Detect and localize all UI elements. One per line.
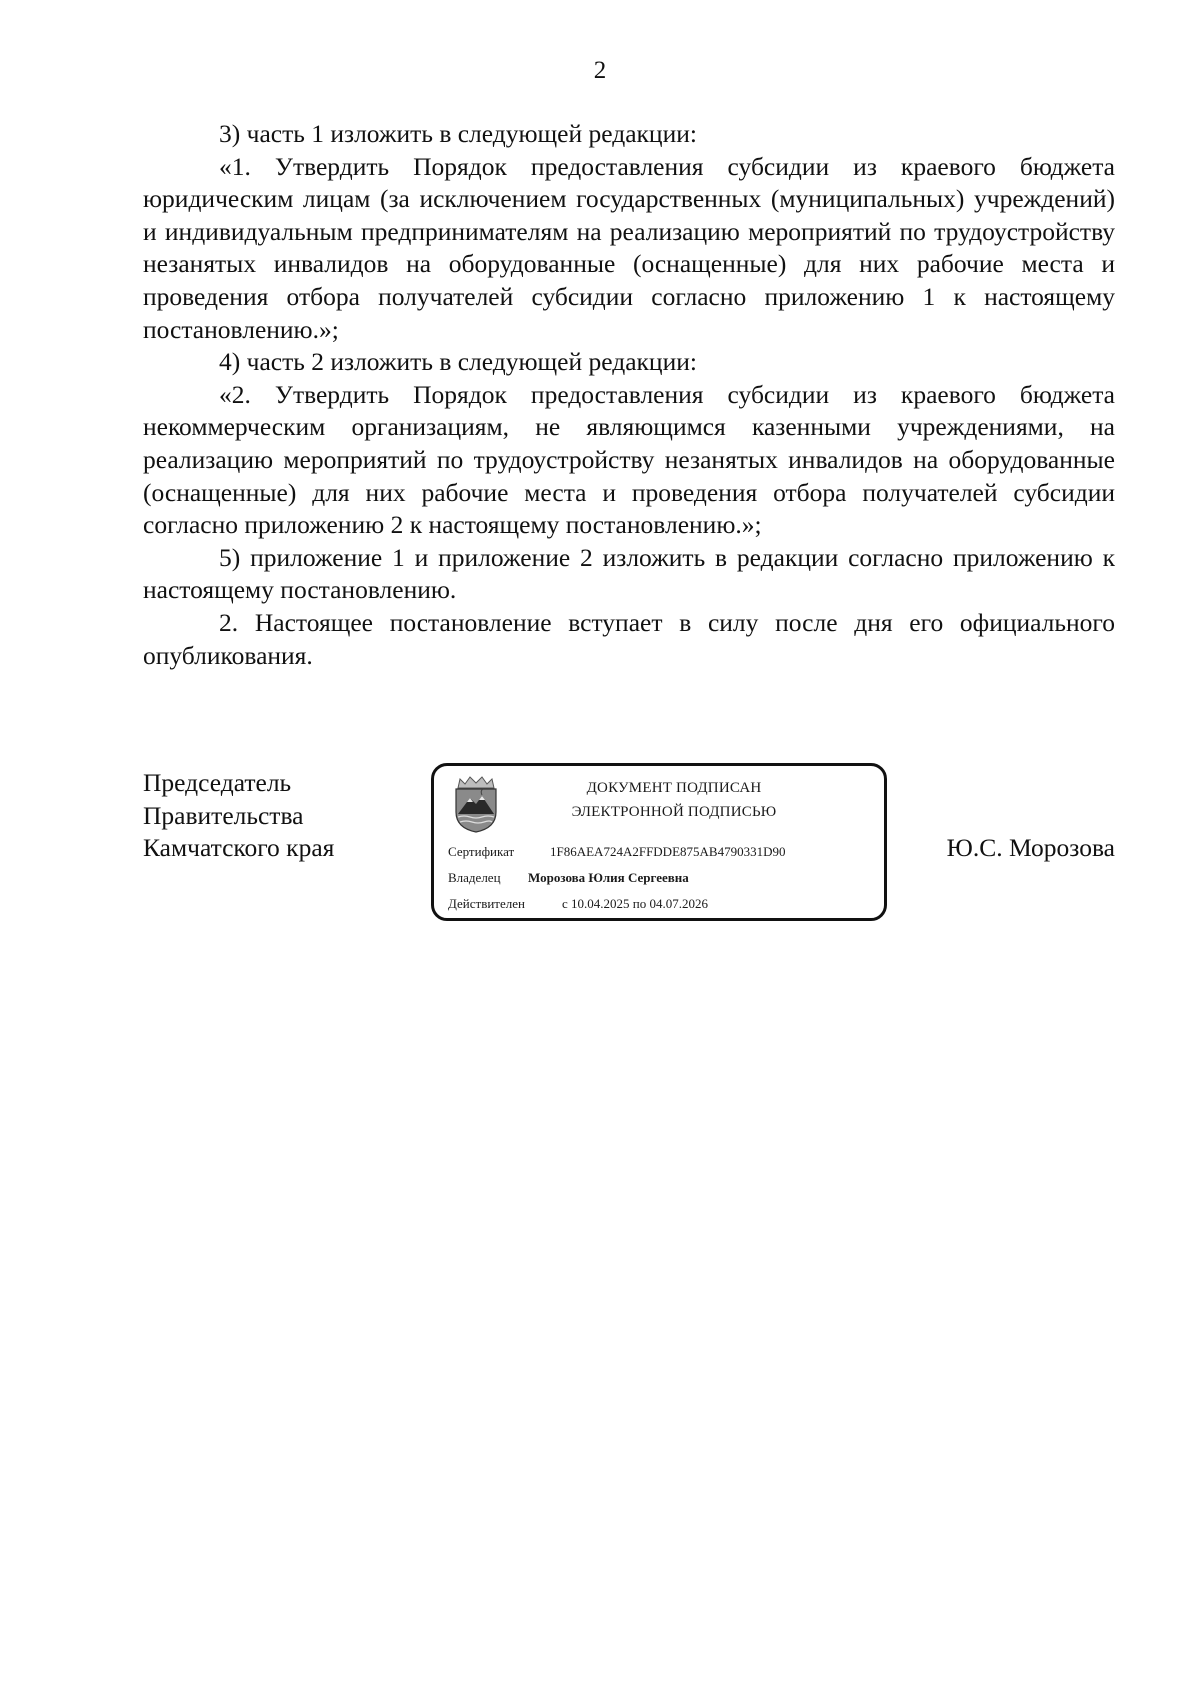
certificate-label: Сертификат — [448, 844, 515, 859]
signer-position-line: Камчатского края — [143, 833, 335, 863]
paragraph-part-1-text: «1. Утвердить Порядок предоставления субсидии из краевого бюджета юридическим лицам (за исключением государственных (муниципальных) учреждений) и индивидуальным предпринимателям на реализацию мероприятий по трудоустройству незанятых инвалидов на оборудованные (оснащенные) для них рабочие места и проведения отбора получателей субсидии согласно приложению 1 к настоящему постановлению.»; — [143, 151, 1115, 344]
page-number: 2 — [593, 57, 607, 84]
owner-value: Морозова Юлия Сергеевна — [528, 870, 689, 885]
certificate-value: 1F86AEA724A2FFDDE875AB4790331D90 — [550, 844, 786, 859]
validity-label: Действителен — [448, 896, 525, 911]
signer-position — [143, 767, 334, 865]
stamp-title-line: ЭЛЕКТРОННОЙ ПОДПИСЬЮ — [571, 804, 777, 820]
signer-position-line: Председатель — [143, 768, 292, 797]
stamp-title — [544, 776, 804, 824]
kamchatka-coat-of-arms-icon — [450, 774, 502, 834]
stamp-title-line: ДОКУМЕНТ ПОДПИСАН — [586, 780, 762, 796]
stamp-owner-row — [448, 870, 689, 886]
paragraph-clause-2: 2. Настоящее постановление вступает в силу после дня его официального опубликования. — [143, 607, 1115, 670]
signer-position-line: Правительства — [143, 800, 304, 830]
signer-name: Ю.С. Морозова — [946, 833, 1115, 862]
document-body — [143, 118, 1115, 672]
paragraph-item-5: 5) приложение 1 и приложение 2 изложить в редакции согласно приложению к настоящему постановлению. — [143, 542, 1115, 605]
owner-label: Владелец — [448, 870, 501, 885]
validity-value: с 10.04.2025 по 04.07.2026 — [562, 896, 708, 911]
electronic-signature-stamp — [431, 763, 887, 921]
stamp-certificate-row — [448, 844, 785, 860]
paragraph-part-2-text: «2. Утвердить Порядок предоставления субсидии из краевого бюджета некоммерческим организациям, не являющимся казенными учреждениями, на реализацию мероприятий по трудоустройству незанятых инвалидов на оборудованные (оснащенные) для них рабочие места и проведения отбора получателей субсидии согласно приложению 2 к настоящему постановлению.»; — [143, 379, 1115, 540]
stamp-validity-row — [448, 896, 708, 912]
paragraph-item-4: 4) часть 2 изложить в следующей редакции: — [219, 347, 697, 377]
paragraph-item-3: 3) часть 1 изложить в следующей редакции: — [219, 119, 697, 148]
